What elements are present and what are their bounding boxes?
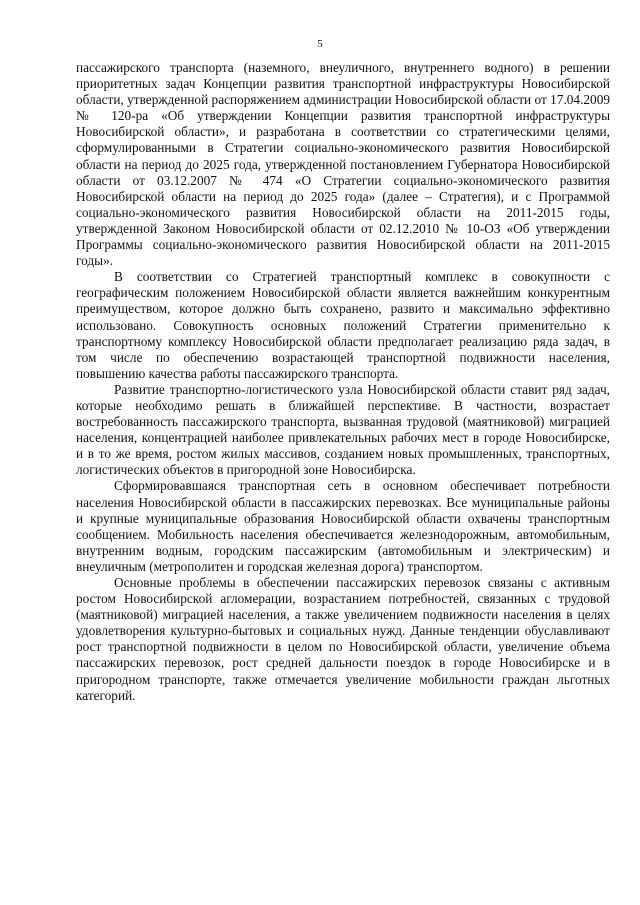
paragraph: Сформировавшаяся транспортная сеть в основном обеспечивает потребности населения Новосибирской области в пассажирских перевозках. Все муниципальные районы и крупные муниципальные образования Новосибирской области охвачены транспортным сообщением. Мобильность населения обеспечивается железнодорожным, автомобильным, внутренним водным, городским пассажирским (автомобильным и электрическим) и внеуличным (метрополитен и городская железная дорога) транспортом. bbox=[76, 478, 610, 574]
document-body bbox=[76, 60, 610, 704]
paragraph: В соответствии со Стратегией транспортный комплекс в совокупности с географическим положением Новосибирской области является важнейшим конкурентным преимуществом, которое должно быть сохранено, развито и максимально эффективно использовано. Совокупность основных положений Стратегии применительно к транспортному комплексу Новосибирской области предполагает реализацию ряда задач, в том числе по обеспечению возрастающей транспортной подвижности населения, повышению качества работы пассажирского транспорта. bbox=[76, 269, 610, 381]
paragraph: Развитие транспортно-логистического узла Новосибирской области ставит ряд задач, которые необходимо решать в ближайшей перспективе. В частности, возрастает востребованность пассажирского транспорта, вызванная трудовой (маятниковой) миграцией населения, концентрацией наиболее привлекательных рабочих мест в городе Новосибирске, и в то же время, ростом жилых массивов, созданием новых промышленных, транспортных, логистических объектов в пригородной зоне Новосибирска. bbox=[76, 381, 610, 478]
paragraph-continuation: пассажирского транспорта (наземного, внеуличного, внутреннего водного) в решении приоритетных задач Концепции развития транспортной инфраструктуры Новосибирской области, утвержденной распоряжением администрации Новосибирской области от 17.04.2009 № 120-ра «Об утверждении Концепции развития транспортной инфраструктуры Новосибирской области», и разработана в соответствии со стратегическими целями, сформулированными в Стратегии социально-экономического развития Новосибирской области на период до 2025 года, утвержденной постановлением Губернатора Новосибирской области от 03.12.2007 № 474 «О Стратегии социально-экономического развития Новосибирской области на период до 2025 года» (далее – Стратегия), и с Программой социально-экономического развития Новосибирской области на 2011-2015 годы, утвержденной Законом Новосибирской области от 02.12.2010 № 10-ОЗ «Об утверждении Программы социально-экономического развития Новосибирской области на 2011-2015 годы». bbox=[76, 60, 610, 269]
paragraph: Основные проблемы в обеспечении пассажирских перевозок связаны с активным ростом Новосибирской агломерации, возрастанием потребностей, связанных с трудовой (маятниковой) миграцией населения, а также увеличением подвижности населения в целях удовлетворения культурно-бытовых и социальных нужд. Данные тенденции обуславливают рост транспортной подвижности в целом по Новосибирской области, увеличение объема пассажирских перевозок, рост средней дальности поездок в городе Новосибирске и в пригородном транспорте, также отмечается увеличение мобильности граждан льготных категорий. bbox=[76, 575, 610, 703]
page-number: 5 bbox=[317, 38, 323, 50]
